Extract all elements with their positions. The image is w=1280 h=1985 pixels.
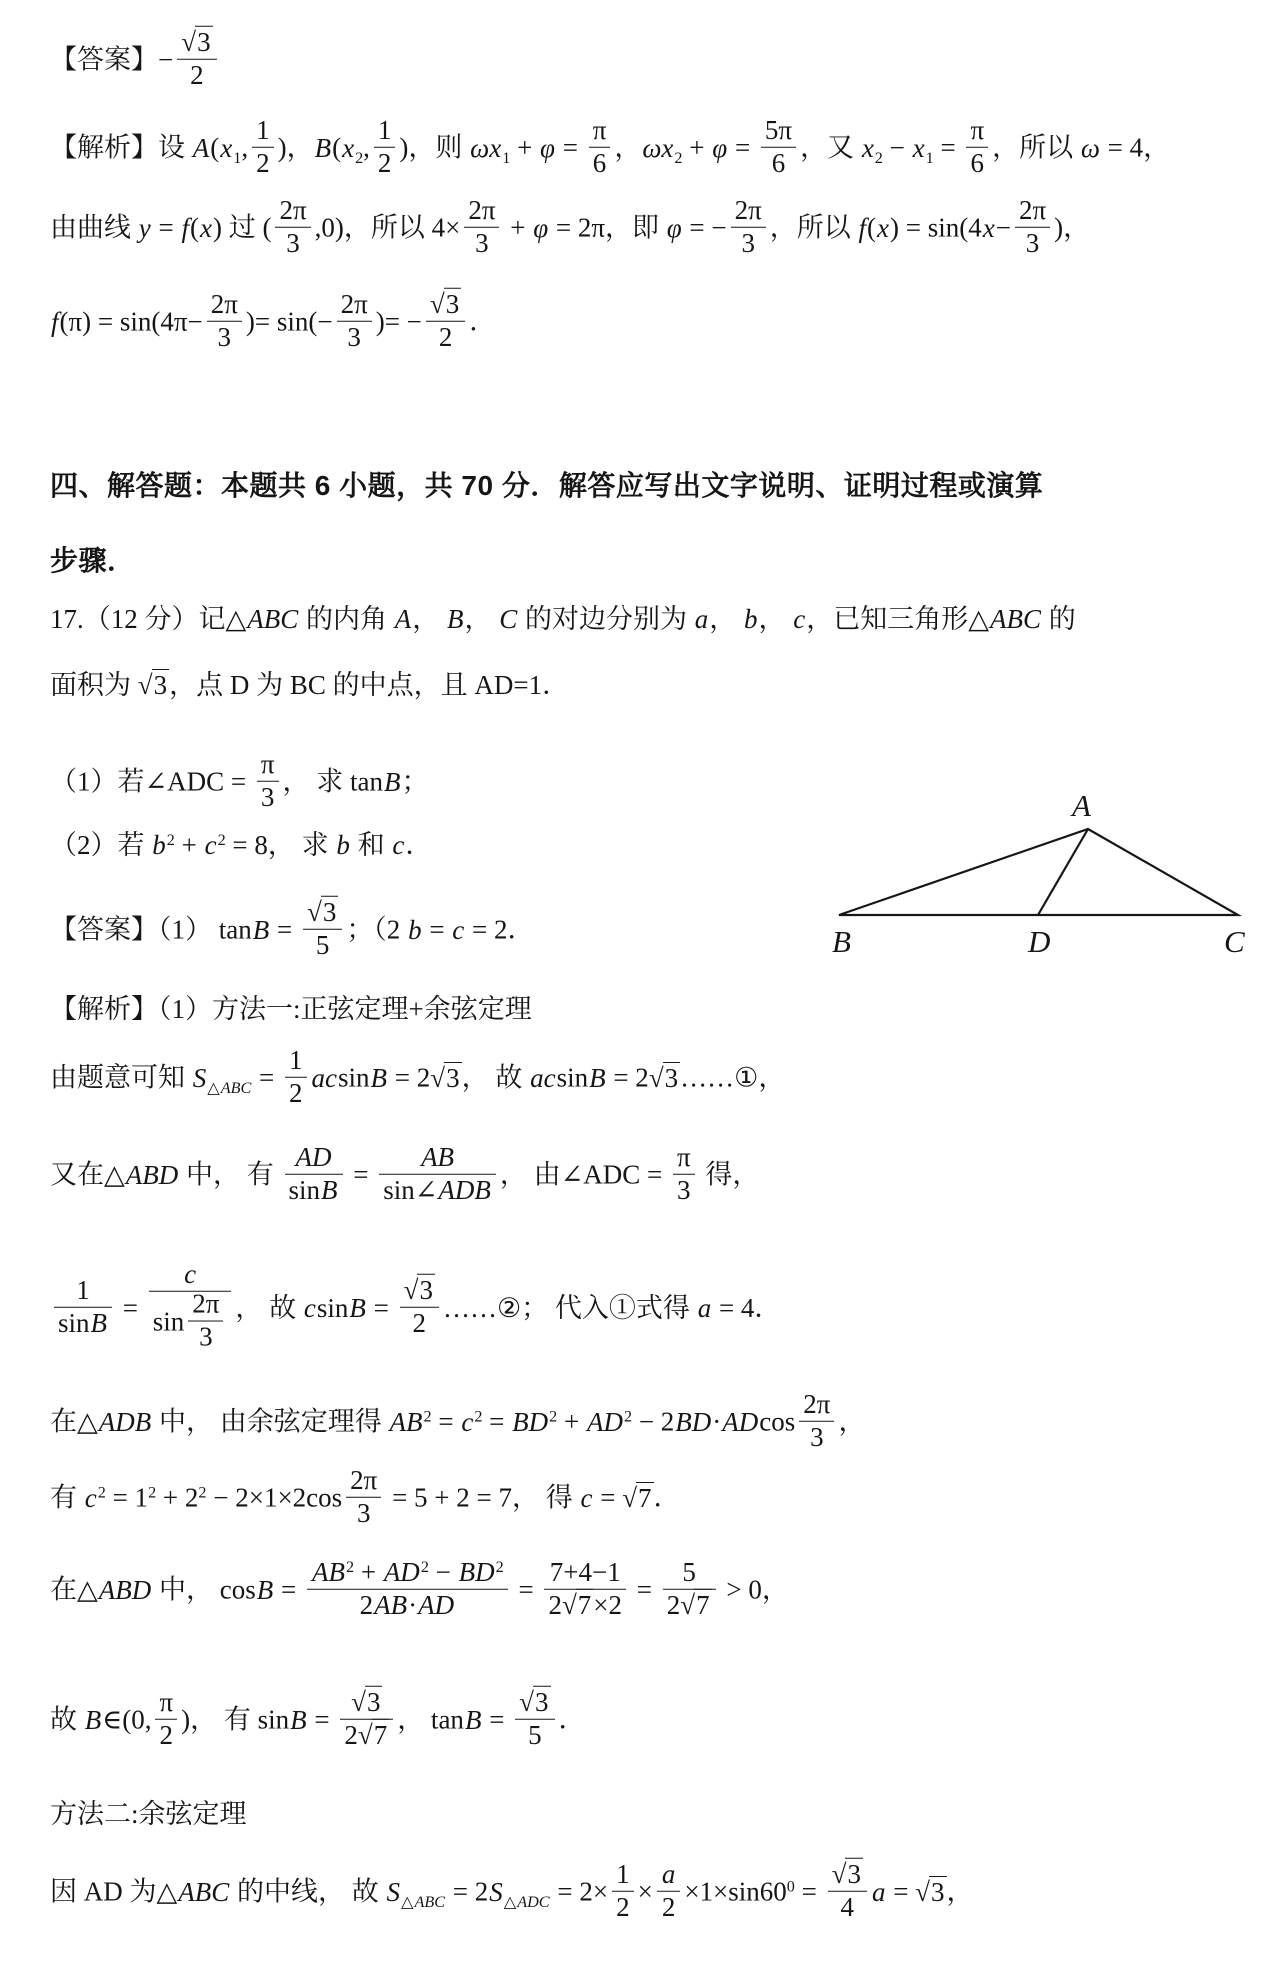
solution-line-4: 在△ADB 中， 由余弦定理得 $AB^2 = c^2 = BD^2 + AD^2 - 2BD\cdot ADcos$ $\frac{2\pi}{3}$ ，: [50, 1388, 866, 1452]
method-2-line-1: 因 AD 为△ABC 的中线， 故 $S_{\triangle ABC} = 2S_{\triangle ADC} = 2\times$ $\frac{1}{2}$ × $\frac{a}{2}$ $\times 1\times\sin 60^0$ = $\frac{√3}{4}$ a = √3，: [50, 1858, 974, 1922]
analysis-line-16-3: f(π) = sin(4π− $\frac{2\pi}{3}$ )= sin(− $\frac{2\pi}{3}$ )= − $\frac{√3}{2}$ ．: [51, 288, 497, 352]
solution-line-2: 又在△ABD 中， 有 $\frac{AD}{\sin B}$ = $\frac{AB}{\text{sin∠ADB}}$ ， 由∠ADC = $\frac{\pi}{3}$ 得，: [50, 1141, 760, 1205]
analysis-17-method-1-title: 【解析】（1）方法一:正弦定理+余弦定理: [50, 994, 532, 1024]
triangle-outline: [839, 829, 1238, 915]
midpoint-label-d: D: [1028, 924, 1051, 959]
solution-line-7: 故 B∈(0, $\frac{\pi}{2}$ )， 有 sinB = $\frac{√3}{2√7}$ ， tanB = $\frac{√3}{5}$ ．: [50, 1686, 586, 1750]
solution-line-3: $\frac{1}{\sin B}$ = c sin $\frac{2\pi}{3}$ ， 故 csinB = $\frac{√3}{2}$ ……②； 代入①式得 a = 4．: [50, 1262, 781, 1360]
vertex-label-b: B: [832, 924, 851, 959]
analysis-line-16-1: 【解析】设 $A(x_1$, $\frac{1}{2}$ )，$B(x_2$, $\frac{1}{2}$ )，则 $\omega x_1 + \varphi$ = $\frac{\pi}{6}$ ，$\omega x_2 + \varphi$ = $\frac{5\pi}{6}$ ，又 $x_2 - x_1$ = $\frac{\pi}{6}$ ，所以 ω = 4，: [50, 114, 1171, 178]
analysis-17-method-2-title: 方法二:余弦定理: [50, 1799, 247, 1829]
solution-line-6: 在△ABD 中， cosB = $\frac{AB^2 + AD^2 - BD^2}{2AB\cdot AD}$ = $\frac{7+4-1}{2√7\times 2}$ = $\frac{5}{2√7}$ > 0，: [50, 1556, 789, 1620]
solution-line-1: 由题意可知 $S_{\triangle ABC}$ = $\frac{1}{2}$ acsinB = 2√3， 故 acsinB = 2√3……①，: [50, 1044, 786, 1108]
median-ad-line: [1038, 829, 1088, 915]
analysis-line-16-2: 由曲线 y = f(x) 过 ( $\frac{2\pi}{3}$ ,0)，所以 4× $\frac{2\pi}{3}$ + φ = 2π，即 φ = − $\frac{2\pi}{3}$ ，所以 f(x) = sin(4x− $\frac{2\pi}{3}$ )，: [50, 194, 1091, 258]
vertex-label-c: C: [1224, 924, 1245, 959]
question-17-line-1: 17.（12 分）记△ABC 的内角 A， B， C 的对边分别为 a， b， c，已知三角形△ABC 的: [50, 604, 1076, 634]
triangle-svg: [830, 786, 1250, 961]
question-17-line-2: 面积为 √3，点 D 为 BC 的中点，且 AD=1．: [50, 670, 570, 700]
section-heading-line-1: 四、解答题：本题共 6 小题，共 70 分．解答应写出文字说明、证明过程或演算: [50, 470, 1044, 501]
answer-line-17: 【答案】（1） tanB = $\frac{√3}{5}$ ；（2 b = c = 2．: [50, 896, 535, 960]
triangle-figure: [830, 786, 1250, 961]
answer-line-16: 【答案】− $\frac{√3}{2}$: [50, 30, 221, 95]
solution-line-5: 有 $c^2 = 1^2 + 2^2 - 2\times 1\times 2\cos$ $\frac{2\pi}{3}$ = 5 + 2 = 7， 得 c = √7．: [50, 1464, 681, 1528]
question-17-part-2: （2）若 $b^2 + c^2 = 8$， 求 b 和 c．: [50, 830, 433, 860]
question-17-part-1: （1）若∠ADC = $\frac{\pi}{3}$ ， 求 tanB；: [50, 748, 429, 812]
section-heading-line-2: 步骤．: [50, 545, 136, 576]
vertex-label-a: A: [1072, 788, 1091, 823]
